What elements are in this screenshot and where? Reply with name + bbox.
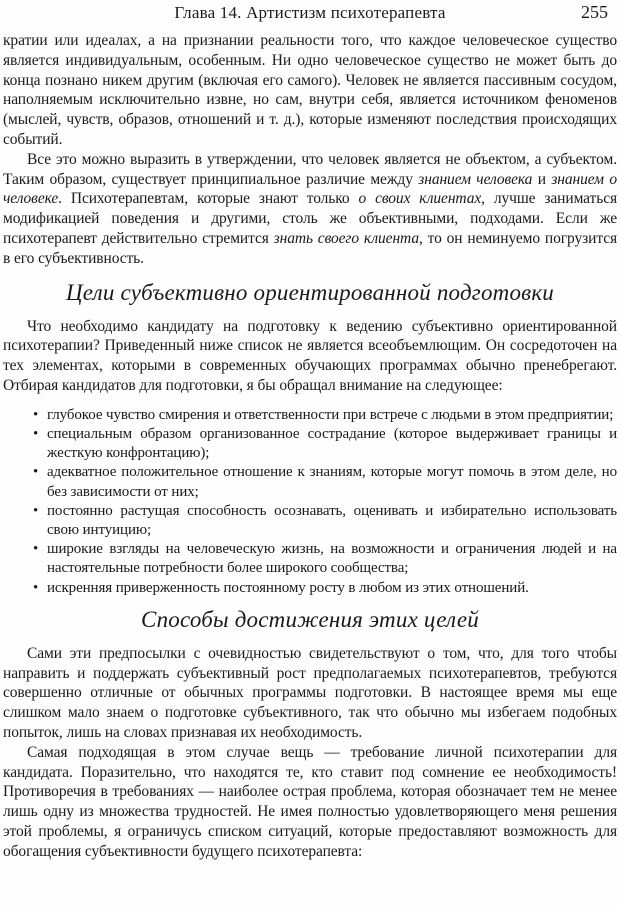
paragraph-text: . Психотерапевтам, которые знают только [58,190,359,208]
paragraph-1 [3,31,617,150]
bullet-icon: • [33,464,39,481]
section-heading-goals: Цели субъективно ориентированной подготовки [65,279,555,305]
paragraph-2 [3,150,617,269]
list-item [33,425,617,463]
list-item-text: искренняя приверженность постоянному росту в любом из этих отношений. [47,579,529,596]
list-item-text: постоянно растущая способность осознавать, оценивать и избирательно использовать свою интуицию; [47,502,617,538]
bullet-icon: • [33,541,39,558]
paragraph-text: кратии или идеалах, а на признании реальности того, что каждое человеческое существо является индивидуальным, особенным. Ни одно человеческое существо не может быть до конца познано никем другим (включая его самого). Человек не является пассивным сосудом, наполняемым исключительно извне, но сам, внутри себя, является источником феноменов (мыслей, чувств, образов, отношений и т. д.), которые изменяют последствия происходящих событий. [3,32,617,148]
list-item-text: специальным образом организованное сострадание (которое выдерживает границы и жесткую конфронтацию); [47,425,617,462]
list-item [33,406,617,425]
paragraph-text: Самая подходящая в этом случае вещь — требование личной психотерапии для кандидата. Поразительно, что находятся те, кто ставит под сомнение ее необходимость! Противоречия в требованиях — наиболее острая проблема, которая обозначает тем не менее лишь одну из множества трудностей. Не имея полностью удовлетворяющего меня решения этой проблемы, я ограничусь списком ситуаций, которые предоставляют возможность для обогащения субъективности будущего психотерапевта: [3,743,617,860]
bullet-icon: • [33,502,39,519]
list-item [33,502,617,540]
criteria-list [3,406,617,598]
bullet-icon: • [33,406,39,423]
list-item-text: широкие взгляды на человеческую жизнь, на возможности и ограничения людей и на настоятельные потребности более широкого сообщества; [47,541,617,577]
paragraph-text: Все это можно выразить в утверждении, что человек является не объектом, а субъектом. Таким образом, существует принципиальное различие между [3,150,617,188]
chapter-title: Глава 14. Артистизм психотерапевта [174,3,446,22]
italic-term: о своих клиентах [358,190,482,208]
paragraph-text: , то он неминуемо погрузится в его субъективность. [3,229,617,267]
paragraph-4 [3,644,617,743]
section-heading-methods: Способы достижения этих целей [141,606,479,632]
paragraph-text: и [532,170,552,188]
italic-term: знать своего клиента [273,229,419,247]
italic-term: знанием человека [418,170,533,188]
list-item [33,463,617,501]
bullet-icon: • [33,579,39,596]
list-item-text: глубокое чувство смирения и ответственности при встрече с людьми в этом предприятии; [47,406,614,423]
bullet-icon: • [33,425,39,442]
italic-term: знанием о человеке [3,170,617,208]
page-body [3,31,617,862]
list-item [33,579,617,598]
paragraph-5 [3,743,617,862]
paragraph-3 [3,317,617,396]
paragraph-text: Что необходимо кандидату на подготовку к ведению субъективно ориентированной психотерапии? Приведенный ниже список не является всеобъемлющим. Он сосредоточен на тех элементах, которыми в современных обучающих программах обычно пренебрегают. Отбирая кандидатов для подготовки, я бы обращал внимание на следующее: [3,317,617,394]
running-head [3,2,617,23]
page-number: 255 [581,2,608,22]
paragraph-text: , лучше заниматься модификацией поведения и другими, столь же объективными, подходами. Если же психотерапевт действительно стремится [3,190,618,247]
list-item [33,540,617,578]
paragraph-text: Сами эти предпосылки с очевидностью свидетельствуют о том, что, для того чтобы направить и поддержать субъективный рост предполагаемых психотерапевтов, требуются совершенно отличные от обычных программы подготовки. В настоящее время мы еще слишком мало знаем о подготовке субъективного, так что обычно мы избегаем подобных попыток, лишь на словах признавая их необходимость. [3,644,617,741]
list-item-text: адекватное положительное отношение к знаниям, которые могут помочь в этом деле, но без зависимости от них; [47,464,617,500]
